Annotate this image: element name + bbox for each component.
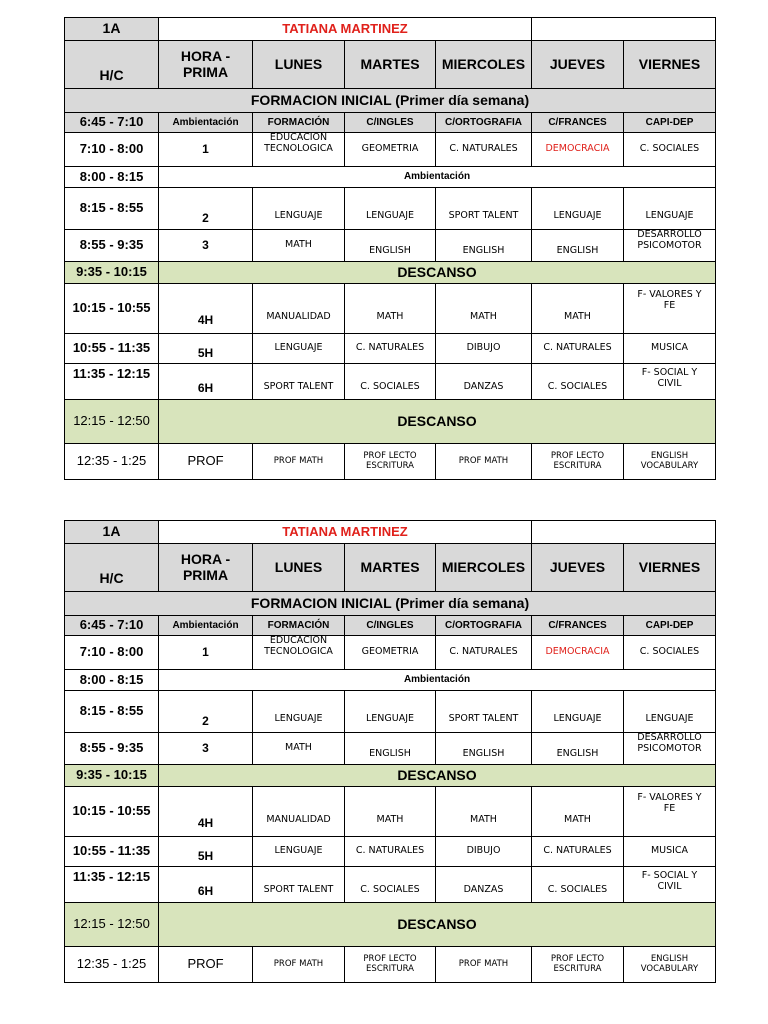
subject-cell: C. SOCIALES — [624, 133, 716, 167]
subject-cell: ENGLISH — [345, 230, 436, 262]
subject-cell: CAPI-DEP — [624, 113, 716, 133]
class-label: 1A — [65, 18, 159, 41]
table-row — [65, 400, 716, 444]
subject-cell: CAPI-DEP — [624, 616, 716, 636]
subject-cell: MANUALIDAD — [253, 284, 345, 334]
table-row — [65, 262, 716, 284]
subject-cell: MUSICA — [624, 837, 716, 867]
table-row — [65, 133, 716, 167]
subject-cell: MATH — [436, 787, 532, 837]
subject-cell: PROF LECTO ESCRITURA — [345, 444, 436, 480]
table-row — [65, 364, 716, 400]
subject-cell: PROF LECTO ESCRITURA — [532, 444, 624, 480]
subject-cell: SPORT TALENT — [253, 364, 345, 400]
hora-prima-header: HORA - PRIMA — [159, 544, 253, 592]
time-cell: 8:00 - 8:15 — [65, 167, 159, 188]
hora-prima-cell: 3 — [159, 230, 253, 262]
table-row — [65, 903, 716, 947]
day-header-martes: MARTES — [345, 41, 436, 89]
subject-cell: MATH — [345, 787, 436, 837]
subject-cell: LENGUAJE — [253, 691, 345, 733]
day-header-lunes: LUNES — [253, 544, 345, 592]
subject-cell: ENGLISH VOCABULARY — [624, 947, 716, 983]
time-cell: 12:15 - 12:50 — [65, 903, 159, 947]
subject-cell: PROF LECTO ESCRITURA — [532, 947, 624, 983]
subject-cell: PROF MATH — [253, 444, 345, 480]
table-row — [65, 444, 716, 480]
subject-cell: DIBUJO — [436, 334, 532, 364]
subject-cell: DANZAS — [436, 867, 532, 903]
time-cell: 10:55 - 11:35 — [65, 837, 159, 867]
table-row — [65, 947, 716, 983]
subject-cell: C. NATURALES — [345, 334, 436, 364]
table-row — [65, 867, 716, 903]
table-row — [65, 113, 716, 133]
day-header-viernes: VIERNES — [624, 544, 716, 592]
subject-cell: EDUCACION TECNOLOGICA — [253, 636, 345, 670]
descanso-band: DESCANSO — [159, 765, 716, 787]
day-header-miercoles: MIERCOLES — [436, 41, 532, 89]
subject-cell: C. SOCIALES — [532, 364, 624, 400]
hora-prima-header: HORA - PRIMA — [159, 41, 253, 89]
time-cell: 10:15 - 10:55 — [65, 284, 159, 334]
subject-cell: LENGUAJE — [253, 188, 345, 230]
day-header-miercoles: MIERCOLES — [436, 544, 532, 592]
table-row — [65, 230, 716, 262]
subject-cell: LENGUAJE — [345, 188, 436, 230]
subject-cell: C. NATURALES — [345, 837, 436, 867]
time-cell: 12:35 - 1:25 — [65, 444, 159, 480]
subject-cell: SPORT TALENT — [436, 691, 532, 733]
header-blank — [532, 521, 716, 544]
subject-cell: ENGLISH VOCABULARY — [624, 444, 716, 480]
hora-prima-cell: 6H — [159, 867, 253, 903]
subject-cell: ENGLISH — [532, 230, 624, 262]
time-cell: 6:45 - 7:10 — [65, 113, 159, 133]
day-header-jueves: JUEVES — [532, 41, 624, 89]
schedule-table — [64, 17, 716, 480]
table-row — [65, 334, 716, 364]
hora-prima-cell: 2 — [159, 691, 253, 733]
time-cell: 9:35 - 10:15 — [65, 765, 159, 787]
subject-cell: C. NATURALES — [532, 837, 624, 867]
time-cell: 7:10 - 8:00 — [65, 636, 159, 670]
subject-cell: C. SOCIALES — [532, 867, 624, 903]
time-cell: 8:55 - 9:35 — [65, 230, 159, 262]
hc-header: H/C — [65, 41, 159, 89]
subject-cell: LENGUAJE — [253, 334, 345, 364]
time-cell: 10:15 - 10:55 — [65, 787, 159, 837]
subject-cell: LENGUAJE — [532, 691, 624, 733]
subject-cell: FORMACIÓN — [253, 113, 345, 133]
subject-cell: PROF MATH — [253, 947, 345, 983]
subject-cell: C/ORTOGRAFIA — [436, 113, 532, 133]
subject-cell: C. NATURALES — [436, 636, 532, 670]
subject-cell: C. NATURALES — [436, 133, 532, 167]
subject-cell: C. SOCIALES — [345, 364, 436, 400]
subject-cell: F- SOCIAL Y CIVIL — [624, 867, 716, 903]
subject-cell: DIBUJO — [436, 837, 532, 867]
table-row — [65, 670, 716, 691]
time-cell: 11:35 - 12:15 — [65, 867, 159, 903]
subject-cell: DANZAS — [436, 364, 532, 400]
day-header-jueves: JUEVES — [532, 544, 624, 592]
subject-cell: LENGUAJE — [624, 188, 716, 230]
table-row — [65, 167, 716, 188]
table-row — [65, 765, 716, 787]
hora-prima-cell: 5H — [159, 334, 253, 364]
subject-cell: ENGLISH — [436, 230, 532, 262]
hora-prima-cell: PROF — [159, 947, 253, 983]
time-cell: 9:35 - 10:15 — [65, 262, 159, 284]
time-cell: 12:15 - 12:50 — [65, 400, 159, 444]
hora-prima-cell: Ambientación — [159, 113, 253, 133]
subject-cell: DEMOCRACIA — [532, 636, 624, 670]
subject-cell: MANUALIDAD — [253, 787, 345, 837]
subject-cell: MATH — [532, 284, 624, 334]
subject-cell: GEOMETRIA — [345, 133, 436, 167]
subject-cell: DESARROLLO PSICOMOTOR — [624, 733, 716, 765]
hora-prima-cell: 1 — [159, 636, 253, 670]
time-cell: 10:55 - 11:35 — [65, 334, 159, 364]
banner-formacion-inicial: FORMACION INICIAL (Primer día semana) — [65, 592, 716, 616]
schedule-table — [64, 520, 716, 983]
hora-prima-cell: Ambientación — [159, 616, 253, 636]
subject-cell: C/FRANCES — [532, 616, 624, 636]
subject-cell: GEOMETRIA — [345, 636, 436, 670]
hora-prima-cell: 4H — [159, 787, 253, 837]
hora-prima-cell: 4H — [159, 284, 253, 334]
class-label: 1A — [65, 521, 159, 544]
table-row — [65, 787, 716, 837]
subject-cell: MATH — [253, 733, 345, 765]
descanso-band: DESCANSO — [159, 400, 716, 444]
descanso-band: DESCANSO — [159, 903, 716, 947]
teacher-name: TATIANA MARTINEZ — [159, 18, 532, 41]
subject-cell: PROF MATH — [436, 947, 532, 983]
banner-formacion-inicial: FORMACION INICIAL (Primer día semana) — [65, 89, 716, 113]
table-row — [65, 284, 716, 334]
time-cell: 12:35 - 1:25 — [65, 947, 159, 983]
subject-cell: F- VALORES Y FE — [624, 787, 716, 837]
subject-cell: ENGLISH — [532, 733, 624, 765]
hora-prima-cell: 3 — [159, 733, 253, 765]
subject-cell: LENGUAJE — [532, 188, 624, 230]
time-cell: 8:55 - 9:35 — [65, 733, 159, 765]
hc-header: H/C — [65, 544, 159, 592]
hora-prima-cell: 1 — [159, 133, 253, 167]
subject-cell: LENGUAJE — [253, 837, 345, 867]
time-cell: 8:15 - 8:55 — [65, 188, 159, 230]
subject-cell: C/FRANCES — [532, 113, 624, 133]
subject-cell: PROF LECTO ESCRITURA — [345, 947, 436, 983]
time-cell: 8:00 - 8:15 — [65, 670, 159, 691]
subject-cell: DEMOCRACIA — [532, 133, 624, 167]
subject-cell: F- VALORES Y FE — [624, 284, 716, 334]
subject-cell: MATH — [532, 787, 624, 837]
header-blank — [532, 18, 716, 41]
subject-cell: ENGLISH — [345, 733, 436, 765]
time-cell: 7:10 - 8:00 — [65, 133, 159, 167]
descanso-band: DESCANSO — [159, 262, 716, 284]
hora-prima-cell: PROF — [159, 444, 253, 480]
subject-cell: C/INGLES — [345, 113, 436, 133]
subject-cell: C. SOCIALES — [345, 867, 436, 903]
time-cell: 6:45 - 7:10 — [65, 616, 159, 636]
subject-cell: ENGLISH — [436, 733, 532, 765]
subject-cell: MATH — [345, 284, 436, 334]
subject-cell: SPORT TALENT — [436, 188, 532, 230]
table-row — [65, 636, 716, 670]
subject-cell: LENGUAJE — [624, 691, 716, 733]
time-cell: 8:15 - 8:55 — [65, 691, 159, 733]
subject-cell: EDUCACION TECNOLOGICA — [253, 133, 345, 167]
subject-cell: MUSICA — [624, 334, 716, 364]
subject-cell: MATH — [253, 230, 345, 262]
teacher-name: TATIANA MARTINEZ — [159, 521, 532, 544]
ambientacion-band: Ambientación — [159, 670, 716, 691]
table-row — [65, 837, 716, 867]
day-header-martes: MARTES — [345, 544, 436, 592]
subject-cell: FORMACIÓN — [253, 616, 345, 636]
hora-prima-cell: 2 — [159, 188, 253, 230]
subject-cell: MATH — [436, 284, 532, 334]
ambientacion-band: Ambientación — [159, 167, 716, 188]
subject-cell: SPORT TALENT — [253, 867, 345, 903]
subject-cell: DESARROLLO PSICOMOTOR — [624, 230, 716, 262]
subject-cell: F- SOCIAL Y CIVIL — [624, 364, 716, 400]
subject-cell: C/INGLES — [345, 616, 436, 636]
day-header-viernes: VIERNES — [624, 41, 716, 89]
table-row — [65, 616, 716, 636]
subject-cell: LENGUAJE — [345, 691, 436, 733]
hora-prima-cell: 6H — [159, 364, 253, 400]
table-row — [65, 691, 716, 733]
subject-cell: PROF MATH — [436, 444, 532, 480]
subject-cell: C. SOCIALES — [624, 636, 716, 670]
hora-prima-cell: 5H — [159, 837, 253, 867]
table-row — [65, 733, 716, 765]
day-header-lunes: LUNES — [253, 41, 345, 89]
table-row — [65, 188, 716, 230]
time-cell: 11:35 - 12:15 — [65, 364, 159, 400]
subject-cell: C/ORTOGRAFIA — [436, 616, 532, 636]
subject-cell: C. NATURALES — [532, 334, 624, 364]
